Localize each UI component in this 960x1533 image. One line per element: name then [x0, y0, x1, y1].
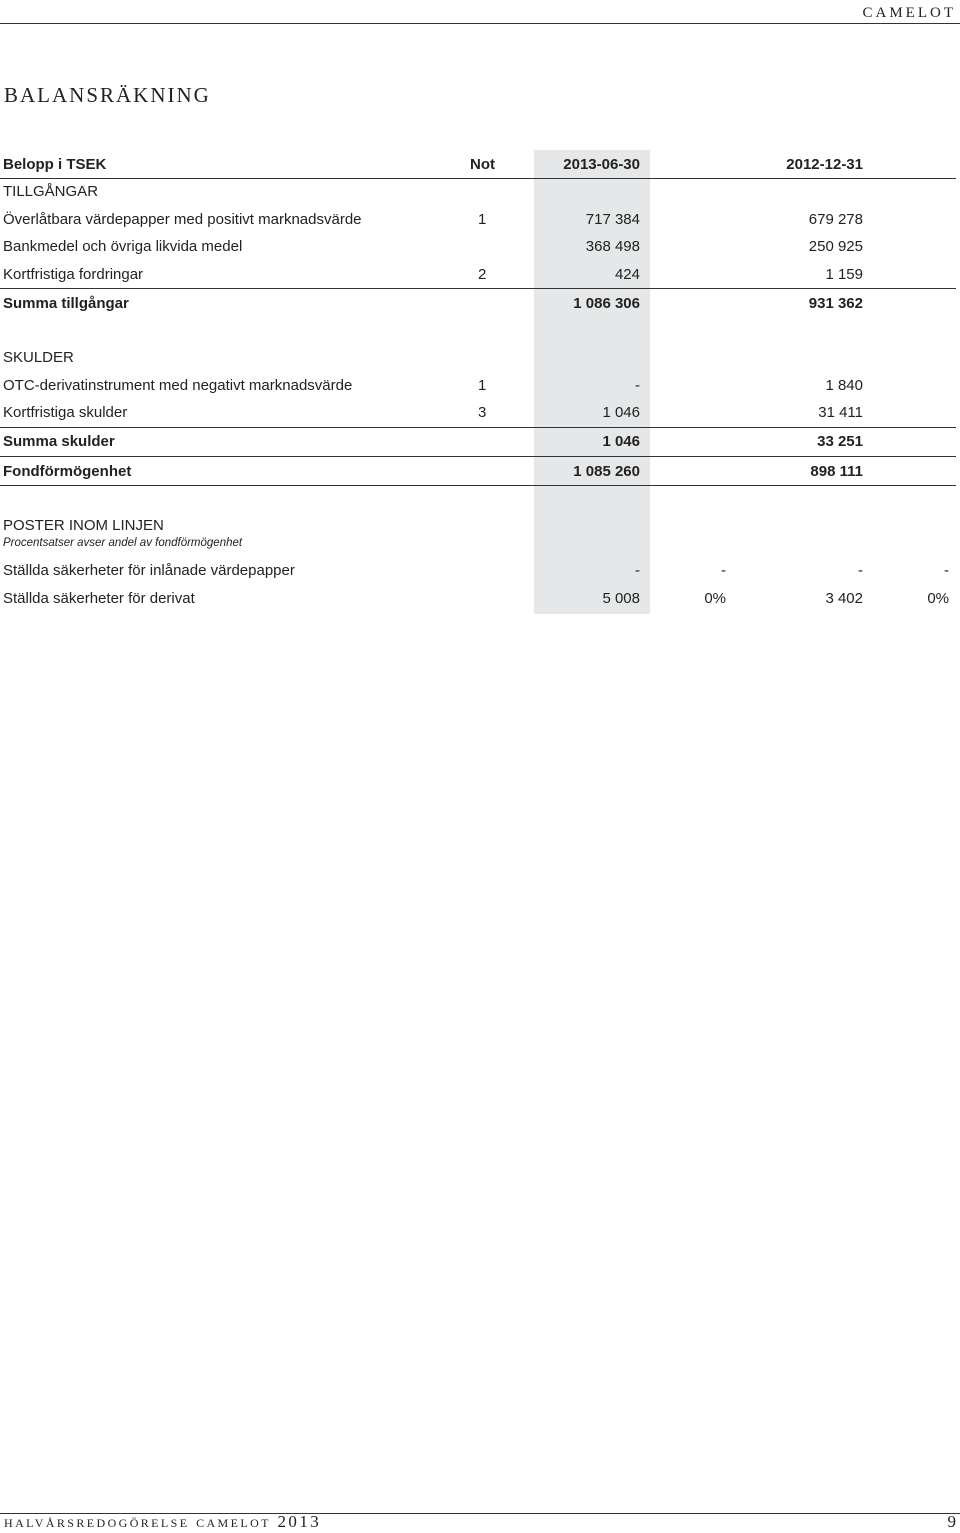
- row-value-period1: 368 498: [585, 238, 640, 255]
- page-number: 9: [947, 1512, 956, 1531]
- row-value-period1: 1 046: [602, 404, 640, 421]
- header-divider: [0, 178, 956, 179]
- row-note: 3: [478, 404, 487, 421]
- fund-divider: [0, 456, 956, 457]
- page-title: balansräkning: [4, 76, 211, 109]
- section-heading-assets: [0, 183, 960, 205]
- section-heading: POSTER INOM LINJEN: [3, 517, 164, 534]
- subtotal-divider: [0, 288, 956, 289]
- table-row: [0, 590, 960, 612]
- row-value-period2: 250 925: [808, 238, 863, 255]
- column-header-period2: 2012-12-31: [786, 156, 863, 173]
- table-row: [0, 211, 960, 233]
- table-row: [0, 377, 960, 399]
- total-label: Fondförmögenhet: [3, 463, 132, 480]
- total-value-period1: 1 085 260: [573, 463, 640, 480]
- row-note: 2: [478, 266, 487, 283]
- brand-logo: camelot: [862, 0, 956, 22]
- column-header-label: Belopp i TSEK: [3, 156, 107, 173]
- off-balance-note: Procentsatser avser andel av fondförmögenhet: [3, 537, 243, 549]
- total-value-period2: 33 251: [817, 433, 863, 450]
- row-value-period2: -: [858, 562, 863, 579]
- row-value-period2: 1 159: [825, 266, 863, 283]
- fund-divider-bottom: [0, 485, 956, 486]
- top-divider: [0, 23, 960, 24]
- fund-capital-row: [0, 463, 960, 485]
- subtotal-divider: [0, 427, 956, 428]
- section-heading: SKULDER: [3, 349, 74, 366]
- total-value-period1: 1 086 306: [573, 295, 640, 312]
- section-heading-off-balance: [0, 517, 960, 539]
- total-value-period1: 1 046: [602, 433, 640, 450]
- row-label: Överlåtbara värdepapper med positivt marknadsvärde: [3, 211, 362, 228]
- total-label: Summa tillgångar: [3, 295, 129, 312]
- row-value-period2: 1 840: [825, 377, 863, 394]
- table-header-row: [0, 156, 960, 178]
- row-value-period1: 5 008: [602, 590, 640, 607]
- row-percent-period2: 0%: [927, 590, 949, 607]
- column-header-period1: 2013-06-30: [563, 156, 640, 173]
- row-note: 1: [478, 211, 487, 228]
- row-label: Bankmedel och övriga likvida medel: [3, 238, 243, 255]
- section-heading: TILLGÅNGAR: [3, 183, 99, 200]
- row-value-period2: 31 411: [818, 404, 863, 421]
- row-note: 1: [478, 377, 487, 394]
- row-value-period1: 424: [614, 266, 640, 283]
- footer-title: halvårsredogörelse camelot 2013: [4, 1512, 322, 1531]
- row-value-period2: 3 402: [825, 590, 863, 607]
- row-value-period1: -: [635, 377, 640, 394]
- row-value-period1: -: [635, 562, 640, 579]
- row-percent-period2: -: [944, 562, 949, 579]
- total-value-period2: 898 111: [810, 463, 863, 480]
- section-heading-liabilities: [0, 349, 960, 371]
- total-assets-row: [0, 295, 960, 317]
- table-row: [0, 404, 960, 426]
- row-label: Ställda säkerheter för derivat: [3, 590, 195, 607]
- row-value-period1: 717 384: [585, 211, 640, 228]
- row-label: OTC-derivatinstrument med negativt marknadsvärde: [3, 377, 353, 394]
- row-label: Kortfristiga fordringar: [3, 266, 144, 283]
- row-label: Ställda säkerheter för inlånade värdepapper: [3, 562, 295, 579]
- row-percent-period1: 0%: [704, 590, 726, 607]
- row-percent-period1: -: [721, 562, 726, 579]
- row-label: Kortfristiga skulder: [3, 404, 128, 421]
- total-value-period2: 931 362: [808, 295, 863, 312]
- table-row: [0, 266, 960, 288]
- table-row: [0, 238, 960, 260]
- row-value-period2: 679 278: [808, 211, 863, 228]
- table-row: [0, 562, 960, 584]
- column-header-not: Not: [470, 156, 495, 173]
- total-liabilities-row: [0, 433, 960, 455]
- total-label: Summa skulder: [3, 433, 115, 450]
